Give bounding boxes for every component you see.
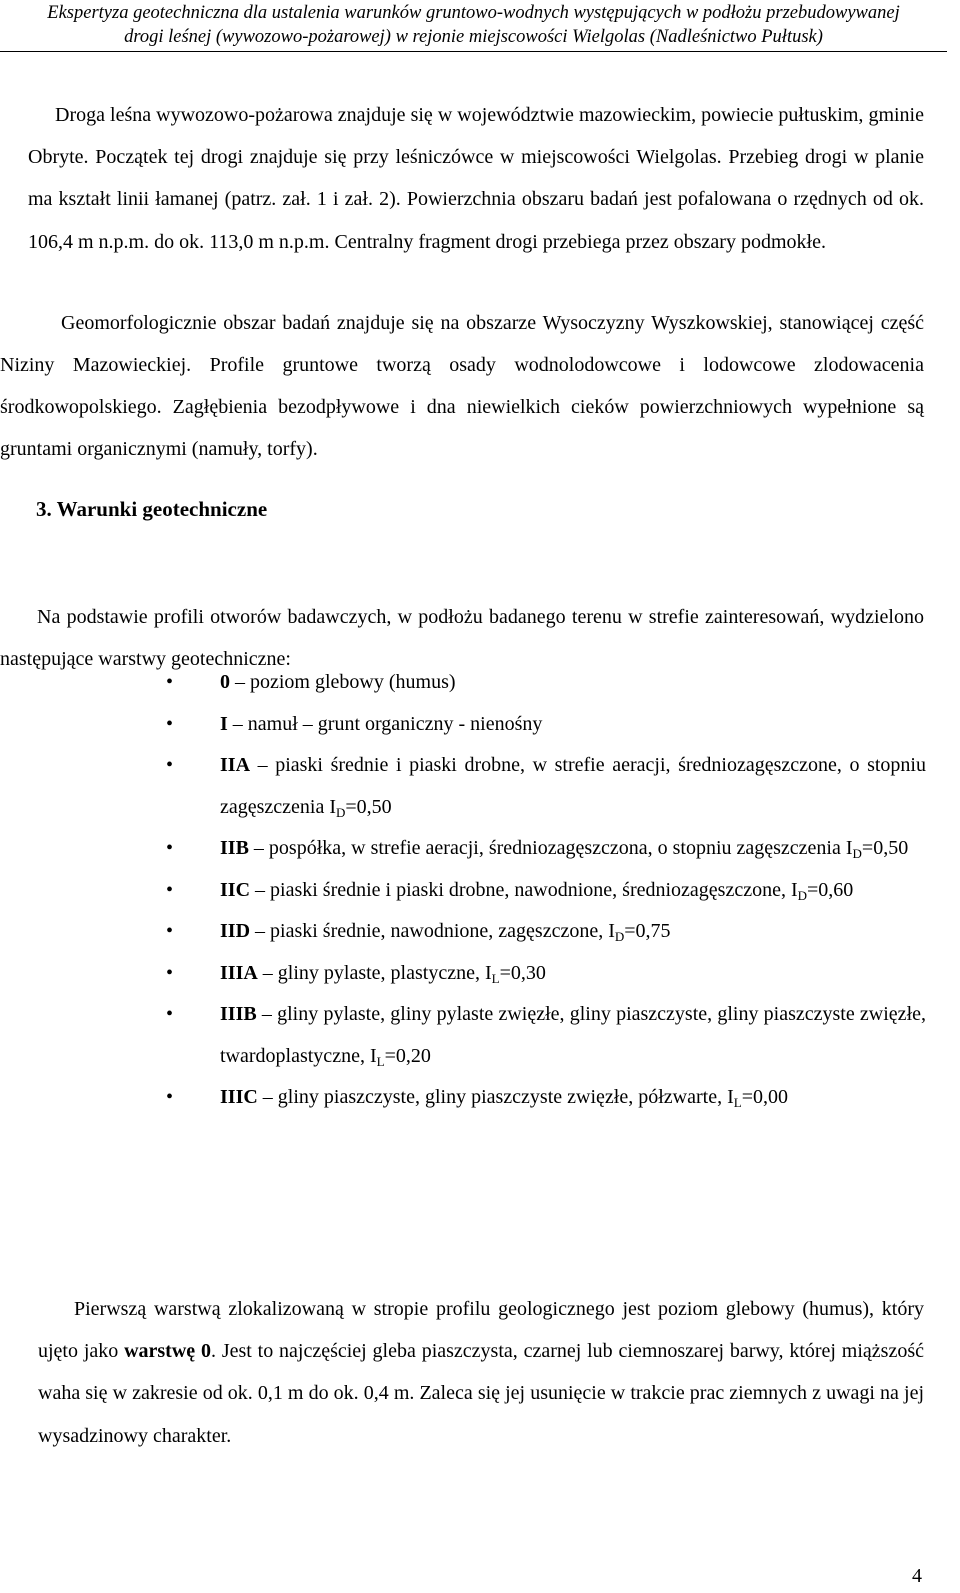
header-line-1: Ekspertyza geotechniczna dla ustalenia warunków gruntowo-wodnych występujących w podłożu przebudowywanej bbox=[47, 3, 900, 23]
index-subscript: D bbox=[614, 929, 625, 944]
layer-code: 0 bbox=[220, 671, 230, 693]
index-subscript: D bbox=[336, 804, 346, 820]
layer-item bbox=[0, 911, 926, 953]
geotechnical-layers-list bbox=[0, 662, 960, 1119]
bullet-icon: • bbox=[166, 961, 174, 984]
paragraph-topsoil-end: . Jest to najczęściej gleba piaszczysta, czarnej lub ciemnoszarej barwy, której miąższość waha się w zakresie od ok. 0,1 m do ok. 0,4 m. Zaleca się jej usunięcie w trakcie prac ziemnych z uwagi na jej wysadzinowy charakter. bbox=[38, 1340, 924, 1447]
layer-code: I bbox=[220, 712, 228, 735]
bullet-icon: • bbox=[166, 712, 174, 735]
header-rule bbox=[0, 51, 947, 52]
layer-value: =0,20 bbox=[384, 1044, 431, 1067]
layer-code: IIA bbox=[220, 754, 251, 776]
layer-description: – piaski średnie i piaski drobne, w strefie aeracji, średniozagęszczone, o stopniu zagęszczenia I bbox=[220, 754, 926, 818]
layer-code: IIC bbox=[220, 878, 251, 901]
index-subscript: L bbox=[733, 1095, 742, 1110]
layer-value: =0,30 bbox=[499, 961, 546, 984]
layer-code: IIIC bbox=[220, 1086, 258, 1108]
layer-item bbox=[0, 704, 926, 746]
bullet-icon: • bbox=[166, 1086, 174, 1108]
layer-code: IIB bbox=[220, 837, 249, 859]
layer-item bbox=[0, 953, 926, 995]
bullet-icon: • bbox=[166, 754, 174, 776]
bullet-icon: • bbox=[166, 671, 174, 693]
layer-value: =0,50 bbox=[861, 837, 909, 859]
index-subscript: L bbox=[376, 1053, 385, 1069]
paragraph-intro-layers: Na podstawie profili otworów badawczych, w podłożu badanego terenu w strefie zainteresowań, wydzielono następujące warstwy geotechniczne: bbox=[0, 606, 924, 670]
index-subscript: L bbox=[491, 970, 500, 986]
layer-description: – gliny pylaste, plastyczne, I bbox=[257, 961, 492, 984]
layer-code: IIIB bbox=[220, 1003, 257, 1025]
paragraph-topsoil-start: Pierwszą warstwą zlokalizowaną w stropie profilu geologicznego jest poziom glebowy (humus), który ujęto jako bbox=[38, 1298, 924, 1363]
layer-description: – piaski średnie, nawodnione, zagęszczone, I bbox=[250, 920, 615, 942]
layer-value: =0,75 bbox=[624, 920, 671, 942]
bullet-icon: • bbox=[166, 837, 174, 859]
paragraph-topsoil bbox=[38, 1288, 924, 1457]
layer-item bbox=[0, 870, 926, 912]
section-heading: 3. Warunki geotechniczne bbox=[36, 497, 268, 521]
paragraph-location: Droga leśna wywozowo-pożarowa znajduje się w województwie mazowieckim, powiecie pułtuskim, gminie Obryte. Początek tej drogi znajduje się przy leśniczówce w miejscowości Wielgolas. Przebieg drogi w planie ma kształt linii łamanej (patrz. zał. 1 i zał. 2). Powierzchnia obszaru badań jest pofalowana o rzędnych od ok. 106,4 m n.p.m. do ok. 113,0 m n.p.m. Centralny fragment drogi przebiega przez obszary podmokłe. bbox=[28, 104, 924, 253]
layer-value: =0,50 bbox=[345, 795, 392, 818]
layer-item bbox=[0, 1077, 926, 1119]
layer-value: =0,00 bbox=[741, 1086, 788, 1108]
bullet-icon: • bbox=[166, 1003, 174, 1025]
layer-item bbox=[0, 828, 926, 870]
layer-item bbox=[0, 745, 926, 828]
index-subscript: D bbox=[797, 887, 808, 903]
layer-description: – poziom glebowy (humus) bbox=[230, 671, 456, 693]
header-line-2: drogi leśnej (wywozowo-pożarowej) w rejonie miejscowości Wielgolas (Nadleśnictwo Pułtusk) bbox=[124, 27, 823, 47]
layer-description: – pospółka, w strefie aeracji, średniozagęszczona, o stopniu zagęszczenia I bbox=[248, 837, 853, 859]
layer-code: IID bbox=[220, 920, 251, 942]
layer-description: – gliny piaszczyste, gliny piaszczyste zwięzłe, półzwarte, I bbox=[257, 1086, 734, 1108]
layer-item bbox=[0, 994, 926, 1077]
layer-description: – gliny pylaste, gliny pylaste zwięzłe, gliny piaszczyste, gliny piaszczyste zwięzłe, twardoplastyczne, I bbox=[220, 1003, 926, 1067]
layer-reference: warstwę 0 bbox=[124, 1340, 211, 1363]
bullet-icon: • bbox=[166, 878, 174, 901]
running-header bbox=[0, 0, 947, 49]
layer-code: IIIA bbox=[220, 961, 258, 984]
layer-item bbox=[0, 662, 926, 704]
paragraph-geomorphology: Geomorfologicznie obszar badań znajduje się na obszarze Wysoczyzny Wyszkowskiej, stanowiącej część Niziny Mazowieckiej. Profile gruntowe tworzą osady wodnolodowcowe i lodowcowe zlodowacenia środkowopolskiego. Zagłębienia bezodpływowe i dna niewielkich cieków powierzchniowych wypełnione są gruntami organicznymi (namuły, torfy). bbox=[0, 312, 924, 460]
layer-description: – piaski średnie i piaski drobne, nawodnione, średniozagęszczone, I bbox=[250, 878, 798, 901]
page-number: 4 bbox=[912, 1565, 922, 1587]
bullet-icon: • bbox=[166, 920, 174, 942]
layer-value: =0,60 bbox=[807, 878, 854, 901]
index-subscript: D bbox=[852, 846, 862, 861]
layer-description: – namuł – grunt organiczny - nienośny bbox=[227, 712, 543, 735]
